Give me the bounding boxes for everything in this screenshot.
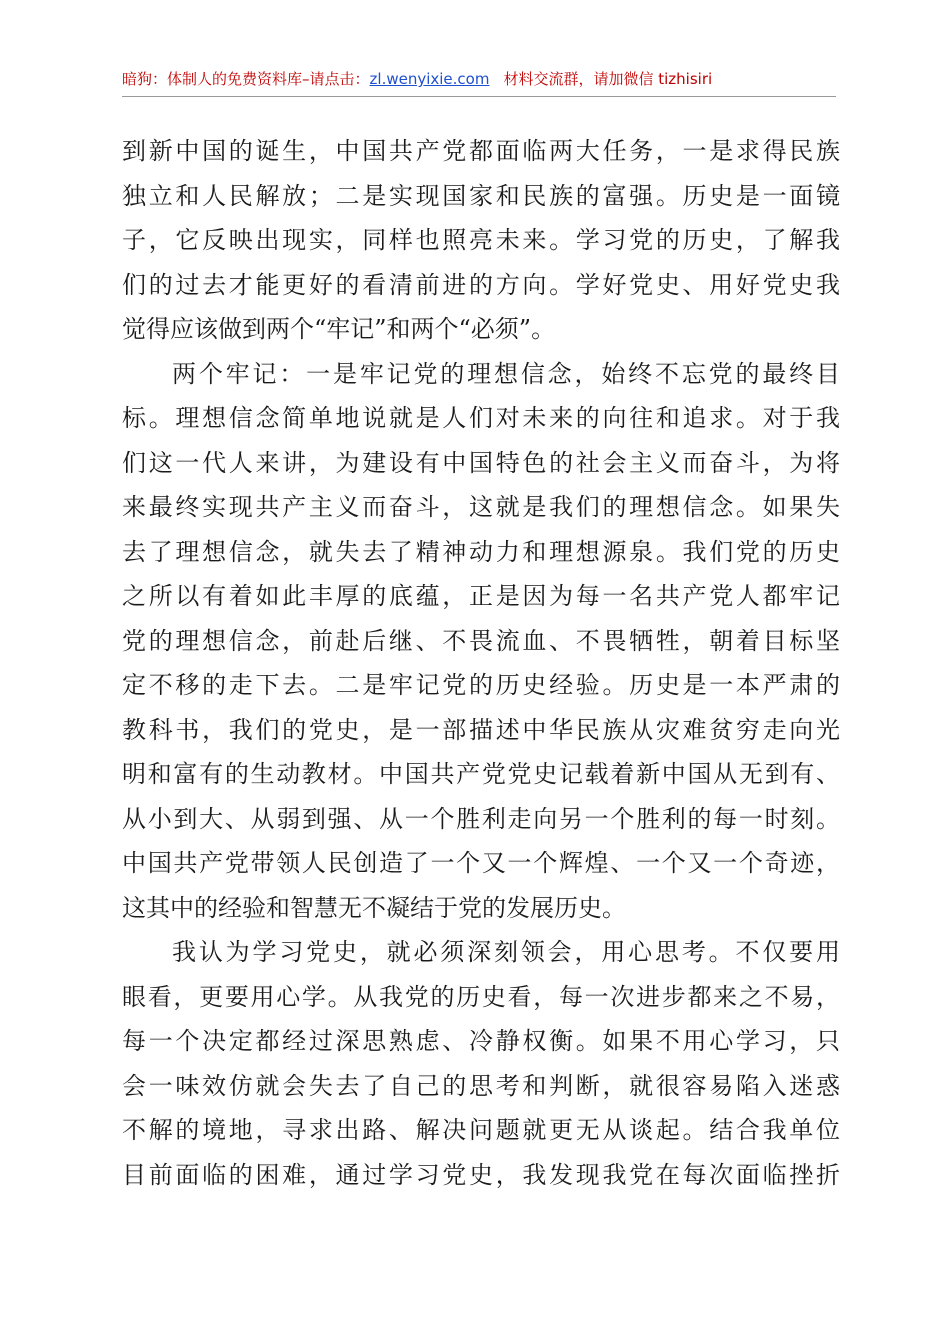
paragraph [122,930,840,1197]
text-line: 教科书，我们的党史，是一部描述中华民族从灾难贫穷走向光 [122,715,840,744]
text-line: 党的理想信念，前赴后继、不畏流血、不畏牺牲，朝着目标坚 [122,626,840,655]
paragraph [122,352,840,931]
text-line: 之所以有着如此丰厚的底蕴，正是因为每一名共产党人都牢记 [122,582,840,610]
text-line: 从小到大、从弱到强、从一个胜利走向另一个胜利的每一时刻。 [122,804,840,833]
header-contact: 材料交流群，请加微信 tizhisiri [503,70,713,88]
header-prompt: –请点击： [302,70,370,88]
document-body [122,129,840,1197]
text-line: 明和富有的生动教材。中国共产党党史记载着新中国从无到有、 [122,760,840,788]
text-line: 子，它反映出现实，同样也照亮未来。学习党的历史，了解我 [122,226,840,254]
page-header [122,66,836,97]
text-line: 我认为学习党史，就必须深刻领会，用心思考。不仅要用 [172,938,840,966]
text-line: 定不移的走下去。二是牢记党的历史经验。历史是一本严肃的 [122,671,840,699]
text-line: 们的过去才能更好的看清前进的方向。学好党史、用好党史我 [122,270,840,299]
header-brand: 暗狗：体制人的免费资料库 [122,70,303,88]
text-line: 去了理想信念，就失去了精神动力和理想源泉。我们党的历史 [122,537,840,566]
paragraph [122,129,840,352]
text-line: 们这一代人来讲，为建设有中国特色的社会主义而奋斗，为将 [122,448,840,477]
text-line: 两个牢记：一是牢记党的理想信念，始终不忘党的最终目 [172,359,840,388]
header-link[interactable]: zl.wenyixie.com [369,70,490,88]
text-line: 觉得应该做到两个“牢记”和两个“必须”。 [122,315,556,343]
text-line: 到新中国的诞生，中国共产党都面临两大任务，一是求得民族 [122,137,840,165]
text-line: 目前面临的困难，通过学习党史，我发现我党在每次面临挫折 [122,1160,840,1189]
text-line: 来最终实现共产主义而奋斗，这就是我们的理想信念。如果失 [122,493,840,521]
text-line: 眼看，更要用心学。从我党的历史看，每一次进步都来之不易， [122,982,840,1011]
text-line: 会一味效仿就会失去了自己的思考和判断，就很容易陷入迷惑 [122,1071,840,1100]
text-line: 每一个决定都经过深思熟虑、冷静权衡。如果不用心学习，只 [122,1027,840,1055]
text-line: 这其中的经验和智慧无不凝结于党的发展历史。 [122,893,626,922]
text-line: 标。理想信念简单地说就是人们对未来的向往和追求。对于我 [122,404,840,432]
text-line: 不解的境地，寻求出路、解决问题就更无从谈起。结合我单位 [122,1116,840,1144]
text-line: 中国共产党带领人民创造了一个又一个辉煌、一个又一个奇迹， [122,849,840,877]
text-line: 独立和人民解放；二是实现国家和民族的富强。历史是一面镜 [122,181,840,210]
